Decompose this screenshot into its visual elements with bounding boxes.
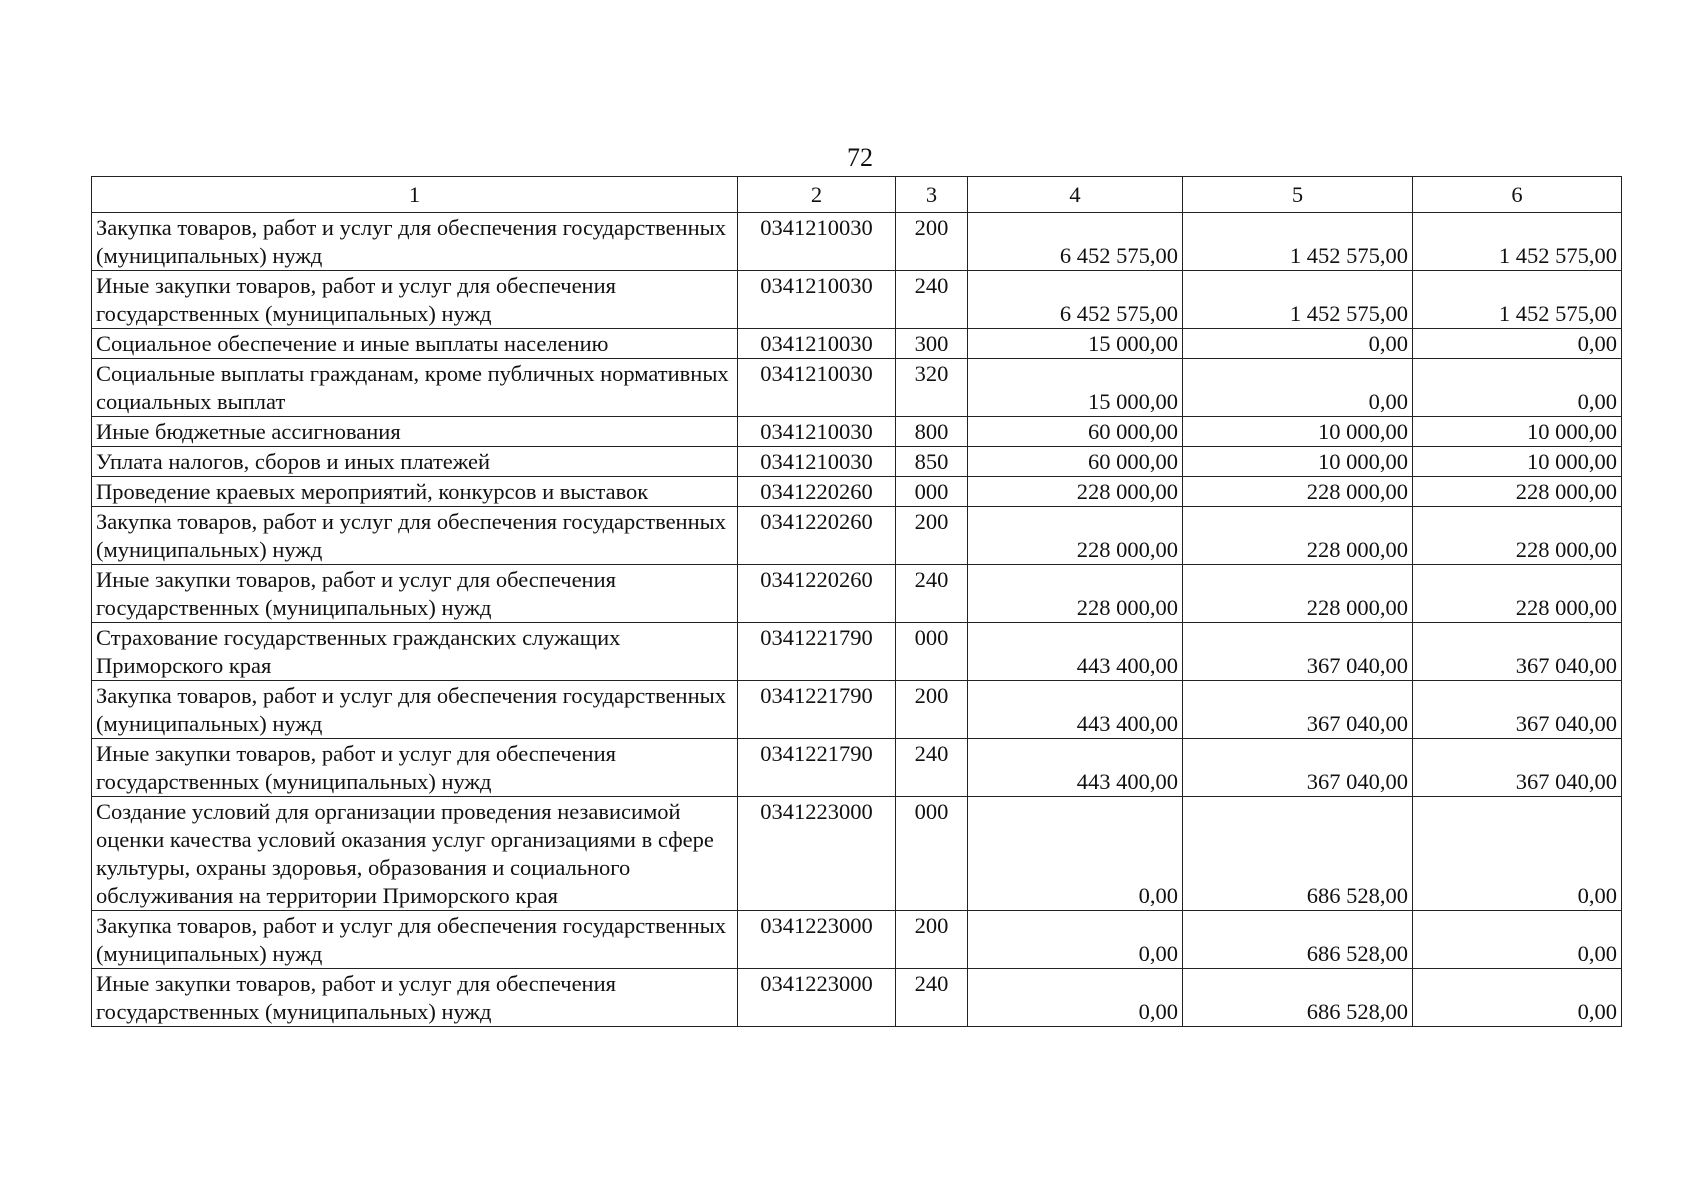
row-value-col6-cell: 0,00 bbox=[1413, 797, 1622, 911]
row-type-cell: 200 bbox=[896, 507, 968, 565]
row-type-cell: 300 bbox=[896, 329, 968, 359]
table-row bbox=[92, 447, 1622, 477]
row-type-cell: 000 bbox=[896, 477, 968, 507]
row-code-cell: 0341223000 bbox=[738, 797, 896, 911]
table-row bbox=[92, 739, 1622, 797]
budget-table bbox=[91, 176, 1622, 1027]
row-value-col6-cell: 0,00 bbox=[1413, 911, 1622, 969]
row-type-cell: 000 bbox=[896, 623, 968, 681]
row-value-col4-cell: 443 400,00 bbox=[968, 681, 1183, 739]
row-name-cell: Социальные выплаты гражданам, кроме публичных нормативных социальных выплат bbox=[92, 359, 738, 417]
row-value-col5-cell: 10 000,00 bbox=[1183, 417, 1413, 447]
row-value-col4-cell: 15 000,00 bbox=[968, 329, 1183, 359]
row-value-col4-cell: 228 000,00 bbox=[968, 477, 1183, 507]
row-code-cell: 0341210030 bbox=[738, 213, 896, 271]
row-value-col5-cell: 1 452 575,00 bbox=[1183, 213, 1413, 271]
row-type-cell: 800 bbox=[896, 417, 968, 447]
row-name-cell: Закупка товаров, работ и услуг для обеспечения государственных (муниципальных) нужд bbox=[92, 681, 738, 739]
row-value-col4-cell: 443 400,00 bbox=[968, 739, 1183, 797]
header-cell-6: 6 bbox=[1413, 177, 1622, 213]
table-row bbox=[92, 681, 1622, 739]
row-value-col6-cell: 10 000,00 bbox=[1413, 417, 1622, 447]
row-value-col4-cell: 6 452 575,00 bbox=[968, 213, 1183, 271]
row-name-cell: Создание условий для организации проведения независимой оценки качества условий оказания услуг организациями в сфере культуры, охраны здоровья, образования и социального обслуживания на территории Приморского края bbox=[92, 797, 738, 911]
row-type-cell: 200 bbox=[896, 681, 968, 739]
page-number: 72 bbox=[847, 143, 873, 172]
row-name-cell: Закупка товаров, работ и услуг для обеспечения государственных (муниципальных) нужд bbox=[92, 911, 738, 969]
row-name-cell: Закупка товаров, работ и услуг для обеспечения государственных (муниципальных) нужд bbox=[92, 507, 738, 565]
table-row bbox=[92, 213, 1622, 271]
row-code-cell: 0341221790 bbox=[738, 681, 896, 739]
row-value-col5-cell: 228 000,00 bbox=[1183, 507, 1413, 565]
row-name-cell: Иные закупки товаров, работ и услуг для обеспечения государственных (муниципальных) нужд bbox=[92, 739, 738, 797]
row-value-col6-cell: 367 040,00 bbox=[1413, 681, 1622, 739]
header-row bbox=[92, 177, 1622, 213]
table-row bbox=[92, 969, 1622, 1027]
row-value-col4-cell: 228 000,00 bbox=[968, 507, 1183, 565]
row-value-col5-cell: 228 000,00 bbox=[1183, 477, 1413, 507]
row-name-cell: Иные бюджетные ассигнования bbox=[92, 417, 738, 447]
header-cell-1: 1 bbox=[92, 177, 738, 213]
row-name-cell: Социальное обеспечение и иные выплаты населению bbox=[92, 329, 738, 359]
table-row bbox=[92, 271, 1622, 329]
table-row bbox=[92, 565, 1622, 623]
header-cell-3: 3 bbox=[896, 177, 968, 213]
row-value-col4-cell: 443 400,00 bbox=[968, 623, 1183, 681]
row-value-col4-cell: 228 000,00 bbox=[968, 565, 1183, 623]
row-value-col6-cell: 1 452 575,00 bbox=[1413, 271, 1622, 329]
row-code-cell: 0341220260 bbox=[738, 565, 896, 623]
row-value-col5-cell: 1 452 575,00 bbox=[1183, 271, 1413, 329]
row-type-cell: 200 bbox=[896, 213, 968, 271]
header-cell-4: 4 bbox=[968, 177, 1183, 213]
row-value-col5-cell: 367 040,00 bbox=[1183, 739, 1413, 797]
table-row bbox=[92, 477, 1622, 507]
row-code-cell: 0341210030 bbox=[738, 417, 896, 447]
row-value-col4-cell: 60 000,00 bbox=[968, 417, 1183, 447]
row-type-cell: 320 bbox=[896, 359, 968, 417]
row-value-col6-cell: 228 000,00 bbox=[1413, 565, 1622, 623]
row-value-col5-cell: 10 000,00 bbox=[1183, 447, 1413, 477]
row-code-cell: 0341210030 bbox=[738, 271, 896, 329]
row-type-cell: 000 bbox=[896, 797, 968, 911]
row-code-cell: 0341221790 bbox=[738, 739, 896, 797]
row-value-col5-cell: 228 000,00 bbox=[1183, 565, 1413, 623]
row-code-cell: 0341223000 bbox=[738, 911, 896, 969]
row-type-cell: 240 bbox=[896, 969, 968, 1027]
row-code-cell: 0341223000 bbox=[738, 969, 896, 1027]
row-value-col6-cell: 10 000,00 bbox=[1413, 447, 1622, 477]
row-value-col5-cell: 686 528,00 bbox=[1183, 969, 1413, 1027]
row-name-cell: Иные закупки товаров, работ и услуг для обеспечения государственных (муниципальных) нужд bbox=[92, 271, 738, 329]
row-value-col6-cell: 1 452 575,00 bbox=[1413, 213, 1622, 271]
table-row bbox=[92, 911, 1622, 969]
row-value-col4-cell: 0,00 bbox=[968, 969, 1183, 1027]
table-row bbox=[92, 417, 1622, 447]
row-value-col6-cell: 367 040,00 bbox=[1413, 623, 1622, 681]
row-code-cell: 0341220260 bbox=[738, 507, 896, 565]
row-value-col4-cell: 15 000,00 bbox=[968, 359, 1183, 417]
row-value-col6-cell: 0,00 bbox=[1413, 969, 1622, 1027]
table-row bbox=[92, 623, 1622, 681]
row-value-col5-cell: 367 040,00 bbox=[1183, 623, 1413, 681]
row-value-col5-cell: 0,00 bbox=[1183, 359, 1413, 417]
row-value-col4-cell: 0,00 bbox=[968, 797, 1183, 911]
row-type-cell: 240 bbox=[896, 739, 968, 797]
row-value-col6-cell: 228 000,00 bbox=[1413, 507, 1622, 565]
row-value-col6-cell: 0,00 bbox=[1413, 359, 1622, 417]
table-row bbox=[92, 329, 1622, 359]
table-row bbox=[92, 359, 1622, 417]
row-name-cell: Иные закупки товаров, работ и услуг для обеспечения государственных (муниципальных) нужд bbox=[92, 565, 738, 623]
row-name-cell: Проведение краевых мероприятий, конкурсов и выставок bbox=[92, 477, 738, 507]
row-type-cell: 850 bbox=[896, 447, 968, 477]
row-value-col6-cell: 0,00 bbox=[1413, 329, 1622, 359]
row-value-col6-cell: 228 000,00 bbox=[1413, 477, 1622, 507]
header-cell-5: 5 bbox=[1183, 177, 1413, 213]
row-code-cell: 0341210030 bbox=[738, 329, 896, 359]
row-type-cell: 200 bbox=[896, 911, 968, 969]
row-code-cell: 0341210030 bbox=[738, 359, 896, 417]
row-value-col5-cell: 367 040,00 bbox=[1183, 681, 1413, 739]
row-name-cell: Страхование государственных гражданских служащих Приморского края bbox=[92, 623, 738, 681]
row-name-cell: Иные закупки товаров, работ и услуг для обеспечения государственных (муниципальных) нужд bbox=[92, 969, 738, 1027]
row-value-col4-cell: 0,00 bbox=[968, 911, 1183, 969]
row-name-cell: Уплата налогов, сборов и иных платежей bbox=[92, 447, 738, 477]
row-value-col5-cell: 686 528,00 bbox=[1183, 911, 1413, 969]
row-value-col5-cell: 686 528,00 bbox=[1183, 797, 1413, 911]
row-value-col6-cell: 367 040,00 bbox=[1413, 739, 1622, 797]
row-value-col5-cell: 0,00 bbox=[1183, 329, 1413, 359]
row-code-cell: 0341210030 bbox=[738, 447, 896, 477]
table-row bbox=[92, 507, 1622, 565]
row-type-cell: 240 bbox=[896, 565, 968, 623]
row-value-col4-cell: 60 000,00 bbox=[968, 447, 1183, 477]
row-code-cell: 0341221790 bbox=[738, 623, 896, 681]
row-type-cell: 240 bbox=[896, 271, 968, 329]
table-row bbox=[92, 797, 1622, 911]
row-name-cell: Закупка товаров, работ и услуг для обеспечения государственных (муниципальных) нужд bbox=[92, 213, 738, 271]
row-value-col4-cell: 6 452 575,00 bbox=[968, 271, 1183, 329]
row-code-cell: 0341220260 bbox=[738, 477, 896, 507]
header-cell-2: 2 bbox=[738, 177, 896, 213]
